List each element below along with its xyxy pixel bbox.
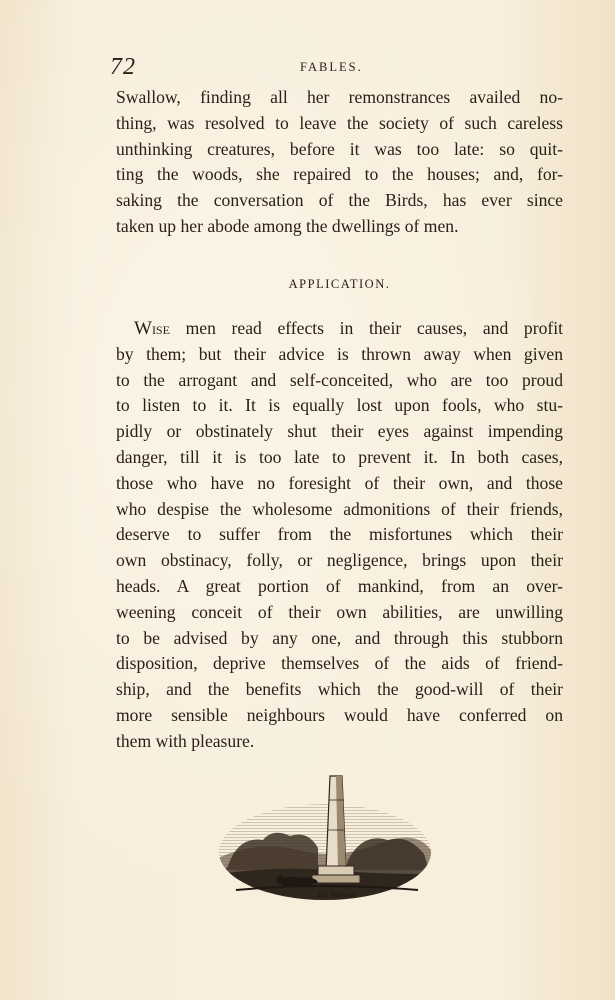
running-title: FABLES.	[300, 60, 363, 74]
application-heading: APPLICATION.	[288, 277, 391, 291]
text-line: to listen to it. It is equally lost upon fools, who stu-	[116, 395, 563, 416]
text-line: more sensible neighbours would have conferred on	[116, 704, 563, 725]
text-line: heads. A great portion of mankind, from an over-	[116, 575, 563, 596]
text-line: to the arrogant and self-conceited, who are too proud	[116, 369, 563, 390]
text-line: saking the conversation of the Birds, has ever since	[116, 190, 563, 211]
wood-engraving-vignette	[218, 770, 432, 902]
running-head	[110, 54, 565, 84]
text-line: taken up her abode among the dwellings of men.	[116, 215, 459, 236]
text-line: disposition, deprive themselves of the aids of friend-	[116, 653, 563, 674]
text-line: ship, and the benefits which the good-will of their	[116, 679, 563, 700]
text-line: to be advised by any one, and through this stubborn	[116, 627, 563, 648]
text-line: own obstinacy, folly, or negligence, brings upon their	[116, 550, 563, 571]
text-line: ting the woods, she repaired to the houses; and, for-	[116, 164, 563, 185]
first-line-text: men read effects in their causes, and profit	[169, 318, 563, 338]
text-line: pidly or obstinately shut their eyes against impending	[116, 421, 563, 442]
small-caps-rest: ise	[151, 318, 170, 338]
text-line: who despise the wholesome admonitions of their friends,	[116, 498, 563, 519]
page-number: 72	[110, 54, 136, 80]
small-caps-initial: W	[134, 318, 152, 339]
application-paragraph	[116, 316, 563, 755]
text-line: unthinking creatures, before it was too late: so quit-	[116, 138, 563, 159]
text-line: weening conceit of their own abilities, are unwilling	[116, 601, 563, 622]
text-line: thing, was resolved to leave the society of such careless	[116, 112, 563, 133]
text-line: by them; but their advice is thrown away when given	[116, 343, 563, 364]
text-line: Swallow, finding all her remonstrances availed no-	[116, 87, 563, 107]
engraver-signature: Ere Tomfoote	[318, 891, 356, 899]
text-line: them with pleasure.	[116, 730, 255, 751]
text-line: those who have no foresight of their own, and those	[116, 472, 563, 493]
text-line: deserve to suffer from the misfortunes which their	[116, 524, 563, 545]
fable-conclusion-paragraph	[116, 85, 563, 240]
text-line: danger, till it is too late to prevent it. In both cases,	[116, 446, 563, 467]
text-line	[116, 316, 563, 342]
